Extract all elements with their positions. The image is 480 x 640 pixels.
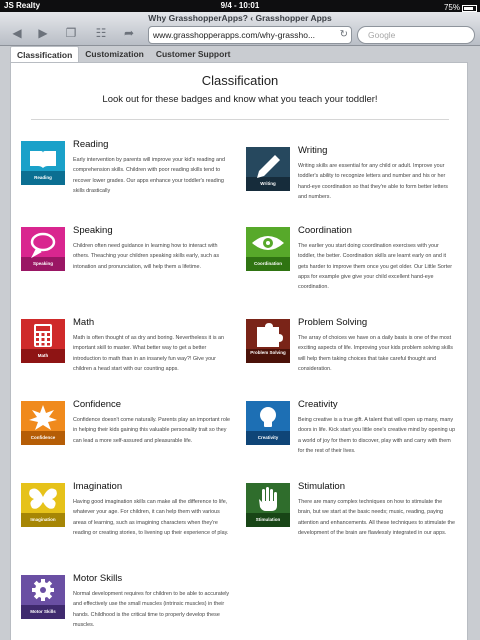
url-bar[interactable] <box>148 26 352 44</box>
bookmarks-icon[interactable]: ☷ <box>95 26 107 40</box>
badge-stimulation <box>246 483 290 527</box>
item-description: The earlier you start doing coordination exercises with your toddler, the better. Coordination skills are learnt early on and it gets harder to improve them once you get older. Our Little Sorter apps for example give give your child excellent hand-eye coordination. <box>298 243 453 291</box>
browser-page-title: Why GrasshopperApps? ‹ Grasshopper Apps <box>148 13 332 23</box>
item-title: Stimulation <box>298 481 345 492</box>
content-panel <box>10 62 468 640</box>
calculator-icon <box>34 324 52 347</box>
battery-icon <box>462 5 477 12</box>
item-description: Early intervention by parents will improve your kid's reading and comprehension skills. Children with poor reading skills tend to recover lower grades. Our apps enhance your toddler's reading skills drastically <box>73 157 226 194</box>
tab-customization[interactable]: Customization <box>85 49 144 59</box>
forward-icon[interactable]: ▶ <box>38 26 48 40</box>
reload-icon[interactable]: ↻ <box>339 29 348 40</box>
site-tabs <box>10 46 236 62</box>
item-description: There are many complex techniques on how to stimulate the brain, but we start at the basic needs; music, reading, paying attention and enhancements. All these techniques to stimulate the development of the brain are flawlessly integrated in our apps. <box>298 499 456 536</box>
item-title: Reading <box>73 139 109 150</box>
search-input[interactable] <box>357 26 475 44</box>
item-description: Being creative is a true gift. A talent that will open up many, many doors in life. Kick start you little one's creative mind by opening up a world of joy for them to discover, play with and carry with them for the rest of their lives. <box>298 417 456 454</box>
item-description: The array of choices we have on a daily basis is one of the most exciting aspects of life. Improving your kids problem solving skills will help them taking choices that take careful thought and consideration. <box>298 335 453 372</box>
badge-label: Motor Skills <box>30 609 56 614</box>
item-description: Confidence doesn't come naturally. Parents play an important role in helping their kids gaining this valuable personality trait so they can lead a more self-assured and pleasurable life. <box>73 417 231 444</box>
item-title: Coordination <box>298 225 352 236</box>
badge-item-confidence <box>21 399 231 479</box>
item-title: Problem Solving <box>298 317 368 328</box>
status-bar <box>0 0 480 12</box>
badge-item-imagination <box>21 481 231 561</box>
badge-label: Imagination <box>30 517 56 522</box>
url-text: www.grasshopperapps.com/why-grassho... <box>153 30 316 40</box>
badge-label: Problem Solving <box>250 350 286 355</box>
badge-item-reading <box>21 139 231 219</box>
badge-item-math <box>21 317 231 397</box>
badge-label: Creativity <box>257 435 279 440</box>
badge-item-writing <box>246 145 456 225</box>
item-title: Confidence <box>73 399 122 410</box>
badge-reading <box>21 141 65 185</box>
item-title: Writing <box>298 145 328 156</box>
item-description: Math is often thought of as dry and boring. Nevertheless it is an important skill to master. What better way to get a better introduction to math than in an insanely fun way?! Give your children a head start with our counting apps. <box>73 335 225 372</box>
badge-motor-skills <box>21 575 65 619</box>
page-title: Classification <box>201 73 279 88</box>
browser-toolbar <box>0 12 480 46</box>
item-description: Writing skills are essential for any child or adult. Improve your toddler's ability to recognize letters and number and his or her hand-eye coordination so that they're able to form better letters and numbers. <box>298 163 448 200</box>
badge-problem-solving <box>246 319 290 363</box>
item-title: Imagination <box>73 481 123 492</box>
badge-math <box>21 319 65 363</box>
gear-icon <box>32 579 54 601</box>
tabs-icon[interactable]: ❐ <box>65 26 77 40</box>
item-title: Motor Skills <box>73 573 123 584</box>
badge-label: Confidence <box>30 435 56 440</box>
search-placeholder: Google <box>368 30 396 40</box>
badge-confidence <box>21 401 65 445</box>
badge-label: Writing <box>260 181 276 186</box>
divider <box>31 119 449 120</box>
badge-label: Reading <box>34 175 52 180</box>
page-subtitle: Look out for these badges and know what you teach your toddler! <box>102 94 378 105</box>
battery-percent: 75% <box>443 3 460 12</box>
item-title: Speaking <box>73 225 113 236</box>
badge-item-speaking <box>21 225 231 305</box>
share-icon[interactable]: ➦ <box>123 26 135 40</box>
book-icon <box>30 151 56 168</box>
badge-item-stimulation <box>246 481 456 561</box>
badge-label: Coordination <box>254 261 282 266</box>
item-description: Having good imagination skills can make all the difference to life, whatever your age. For children, it can help them with various areas of learning, such as imagining characters when they're reading or creating stories, to livening up their experience of play. <box>73 499 229 536</box>
badge-item-problem-solving <box>246 317 456 397</box>
badge-label: Math <box>37 353 49 358</box>
badge-imagination <box>21 483 65 527</box>
status-time: 9/4 - 10:01 <box>220 1 260 10</box>
badge-coordination <box>246 227 290 271</box>
badge-item-coordination <box>246 225 456 305</box>
item-description: Children often need guidance in learning how to interact with others. Theaching your children speaking skills early, such as intonation and pronunciation, will help them a lifetime. <box>73 243 220 270</box>
back-icon[interactable]: ◀ <box>12 26 22 40</box>
tab-customer-support[interactable]: Customer Support <box>155 49 231 59</box>
badge-item-creativity <box>246 399 456 479</box>
tab-classification[interactable]: Classification <box>10 46 79 62</box>
badge-creativity <box>246 401 290 445</box>
badge-writing <box>246 147 290 191</box>
item-title: Math <box>73 317 95 328</box>
badge-label: Speaking <box>32 261 53 266</box>
badge-speaking <box>21 227 65 271</box>
carrier-name: JS Realty <box>4 1 41 10</box>
item-description: Normal development requires for children to be able to accurately and effectively use the small muscles (intrinsic muscles) in their hands. Childhood is the critical time to properly develop these muscles. <box>73 591 230 628</box>
badge-label: Stimulation <box>255 517 281 522</box>
item-title: Creativity <box>298 399 338 410</box>
badge-item-motor-skills <box>21 573 231 640</box>
